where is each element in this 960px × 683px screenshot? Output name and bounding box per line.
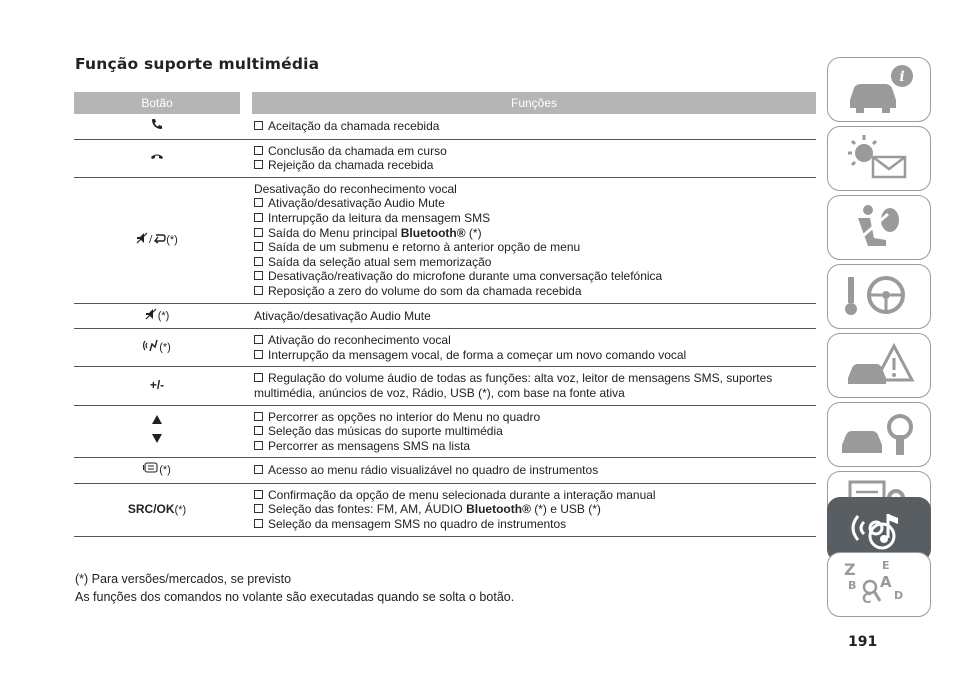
arrows-updown-icon xyxy=(151,413,163,450)
functions-cell xyxy=(252,329,816,367)
button-cell xyxy=(74,139,240,177)
functions-cell xyxy=(252,114,816,139)
display-icon xyxy=(143,462,159,479)
side-tab-steering-key[interactable] xyxy=(827,264,931,329)
side-tab-seat-airbag[interactable] xyxy=(827,195,931,260)
phone-hangup-icon xyxy=(150,151,164,166)
functions-table xyxy=(74,92,816,537)
function-item-text: Seleção das fontes: FM, AM, ÁUDIO xyxy=(268,502,467,517)
phone-answer-icon xyxy=(151,118,163,135)
brand-text: Bluetooth® xyxy=(466,502,531,517)
bullet-box-icon xyxy=(254,412,263,421)
function-text: Desativação do reconhecimento vocal xyxy=(254,181,457,196)
function-text: Ativação/desativação Audio Mute xyxy=(254,308,431,323)
button-cell xyxy=(74,405,240,458)
page-title: Função suporte multimédia xyxy=(75,55,320,73)
function-item-text: Rejeição da chamada recebida xyxy=(268,158,434,173)
function-item-text: Acesso ao menu rádio visualizável no quadro de instrumentos xyxy=(268,463,599,478)
function-item xyxy=(254,333,816,348)
bullet-box-icon xyxy=(254,286,263,295)
function-item-text: Saída da seleção atual sem memorização xyxy=(268,254,492,269)
table-row xyxy=(74,405,816,458)
bullet-box-icon xyxy=(254,198,263,207)
function-item xyxy=(254,371,816,400)
function-item xyxy=(254,158,816,173)
function-item-text: Desativação/reativação do microfone durante uma conversação telefónica xyxy=(268,269,663,284)
table-row xyxy=(74,114,816,139)
function-item xyxy=(254,196,816,211)
bullet-box-icon xyxy=(254,146,263,155)
header-button: Botão xyxy=(74,92,240,114)
function-item xyxy=(254,240,816,255)
bullet-box-icon xyxy=(254,426,263,435)
voice-icon xyxy=(143,339,159,357)
svg-text:i: i xyxy=(899,69,905,85)
side-tab-car-service[interactable] xyxy=(827,402,931,467)
index-letter: E xyxy=(882,559,890,572)
button-cell xyxy=(74,329,240,367)
bullet-box-icon xyxy=(254,257,263,266)
function-item xyxy=(254,410,816,425)
table-row xyxy=(74,483,816,536)
bullet-box-icon xyxy=(254,441,263,450)
button-cell xyxy=(74,114,240,139)
function-item-text: Saída de um submenu e retorno à anterior opção de menu xyxy=(268,240,581,255)
function-item-text: Seleção da mensagem SMS no quadro de instrumentos xyxy=(268,517,567,532)
button-cell xyxy=(74,177,240,303)
bullet-box-icon xyxy=(254,350,263,359)
note: As funções dos comandos no volante são executadas quando se solta o botão. xyxy=(75,590,515,604)
button-label: SRC/OK xyxy=(127,501,175,516)
button-cell xyxy=(74,367,240,405)
side-tab-emergency[interactable] xyxy=(827,333,931,398)
index-letter: Z xyxy=(844,560,856,579)
bullet-box-icon xyxy=(254,504,263,513)
function-item xyxy=(254,348,816,363)
table-row xyxy=(74,458,816,484)
availability-note: (*) xyxy=(159,341,171,354)
table-row xyxy=(74,177,816,303)
function-item xyxy=(254,439,816,454)
functions-cell xyxy=(252,303,816,329)
function-item-text: Reposição a zero do volume do som da chamada recebida xyxy=(268,283,582,298)
function-item-text: Seleção das músicas do suporte multimédia xyxy=(268,424,503,439)
function-item-text: Percorrer as mensagens SMS na lista xyxy=(268,438,471,453)
index-letter: D xyxy=(894,589,904,602)
bullet-box-icon xyxy=(254,121,263,130)
function-item xyxy=(254,284,816,299)
function-item xyxy=(254,488,816,503)
availability-note: (*) xyxy=(159,464,171,477)
function-item-text: Confirmação da opção de menu selecionada durante a interação manual xyxy=(268,487,656,502)
function-item xyxy=(254,517,816,532)
functions-cell xyxy=(252,458,816,484)
footnote: (*) Para versões/mercados, se previsto xyxy=(75,572,292,586)
function-item-text: Conclusão da chamada em curso xyxy=(268,143,447,158)
mute-icon xyxy=(145,308,158,325)
table-row xyxy=(74,367,816,405)
brand-text: Bluetooth® xyxy=(400,225,466,240)
function-item-text: Percorrer as opções no interior do Menu no quadro xyxy=(268,409,541,424)
function-item-text: Interrupção da mensagem vocal, de forma a começar um novo comando vocal xyxy=(268,347,687,362)
bullet-box-icon xyxy=(254,335,263,344)
function-item-text: Interrupção da leitura da mensagem SMS xyxy=(268,210,491,225)
function-item xyxy=(254,119,816,134)
button-cell xyxy=(74,483,240,536)
availability-note: (*) xyxy=(174,503,187,516)
function-item-text: (*) e USB (*) xyxy=(530,502,601,517)
button-cell xyxy=(74,458,240,484)
function-item xyxy=(254,226,816,241)
mute-back-icon xyxy=(136,232,166,249)
functions-cell xyxy=(252,483,816,536)
functions-cell xyxy=(252,405,816,458)
function-item xyxy=(254,144,816,159)
functions-cell xyxy=(252,367,816,405)
function-item xyxy=(254,211,816,226)
header-functions: Funções xyxy=(252,92,816,114)
car-info-icon xyxy=(828,58,930,121)
bullet-box-icon xyxy=(254,160,263,169)
table-row xyxy=(74,139,816,177)
table-row xyxy=(74,329,816,367)
seat-airbag-icon xyxy=(828,196,930,259)
side-tab-warning-lights[interactable] xyxy=(827,126,931,191)
bullet-box-icon xyxy=(254,242,263,251)
button-cell xyxy=(74,303,240,329)
functions-cell xyxy=(252,139,816,177)
functions-cell xyxy=(252,177,816,303)
bullet-box-icon xyxy=(254,373,263,382)
bullet-box-icon xyxy=(254,519,263,528)
button-label: +/- xyxy=(149,378,165,393)
car-service-icon xyxy=(828,403,930,466)
index-letter: B xyxy=(848,579,857,592)
warning-lights-icon xyxy=(828,127,930,190)
availability-note: (*) xyxy=(157,309,170,322)
function-item-text: Ativação do reconhecimento vocal xyxy=(268,333,451,348)
index-letter: C xyxy=(862,592,872,607)
availability-note: (*) xyxy=(166,234,178,247)
function-item xyxy=(254,463,816,478)
page-number: 191 xyxy=(848,634,878,650)
emergency-icon xyxy=(828,334,930,397)
side-tab-car-info[interactable] xyxy=(827,57,931,122)
table-row xyxy=(74,303,816,329)
bullet-box-icon xyxy=(254,490,263,499)
index-letter: A xyxy=(880,573,892,591)
bullet-box-icon xyxy=(254,228,263,237)
function-item xyxy=(254,255,816,270)
bullet-box-icon xyxy=(254,271,263,280)
function-item-text: (*) xyxy=(465,225,482,240)
function-item xyxy=(254,502,816,517)
bullet-box-icon xyxy=(254,465,263,474)
function-item-text: Aceitação da chamada recebida xyxy=(268,119,440,133)
function-item-text: Saída do Menu principal xyxy=(268,225,401,240)
index-icon xyxy=(828,553,930,616)
function-item xyxy=(254,424,816,439)
function-item xyxy=(254,269,816,284)
steering-key-icon xyxy=(828,265,930,328)
svg-text:/: / xyxy=(149,233,153,244)
side-tab-index[interactable] xyxy=(827,552,931,617)
bullet-box-icon xyxy=(254,213,263,222)
function-item-text: Regulação do volume áudio de todas as funções: alta voz, leitor de mensagens SMS, suportes multimédia, anúncios de voz, Rádio, USB (*), com base na fonte ativa xyxy=(254,371,773,400)
function-item-text: Ativação/desativação Audio Mute xyxy=(268,196,445,211)
